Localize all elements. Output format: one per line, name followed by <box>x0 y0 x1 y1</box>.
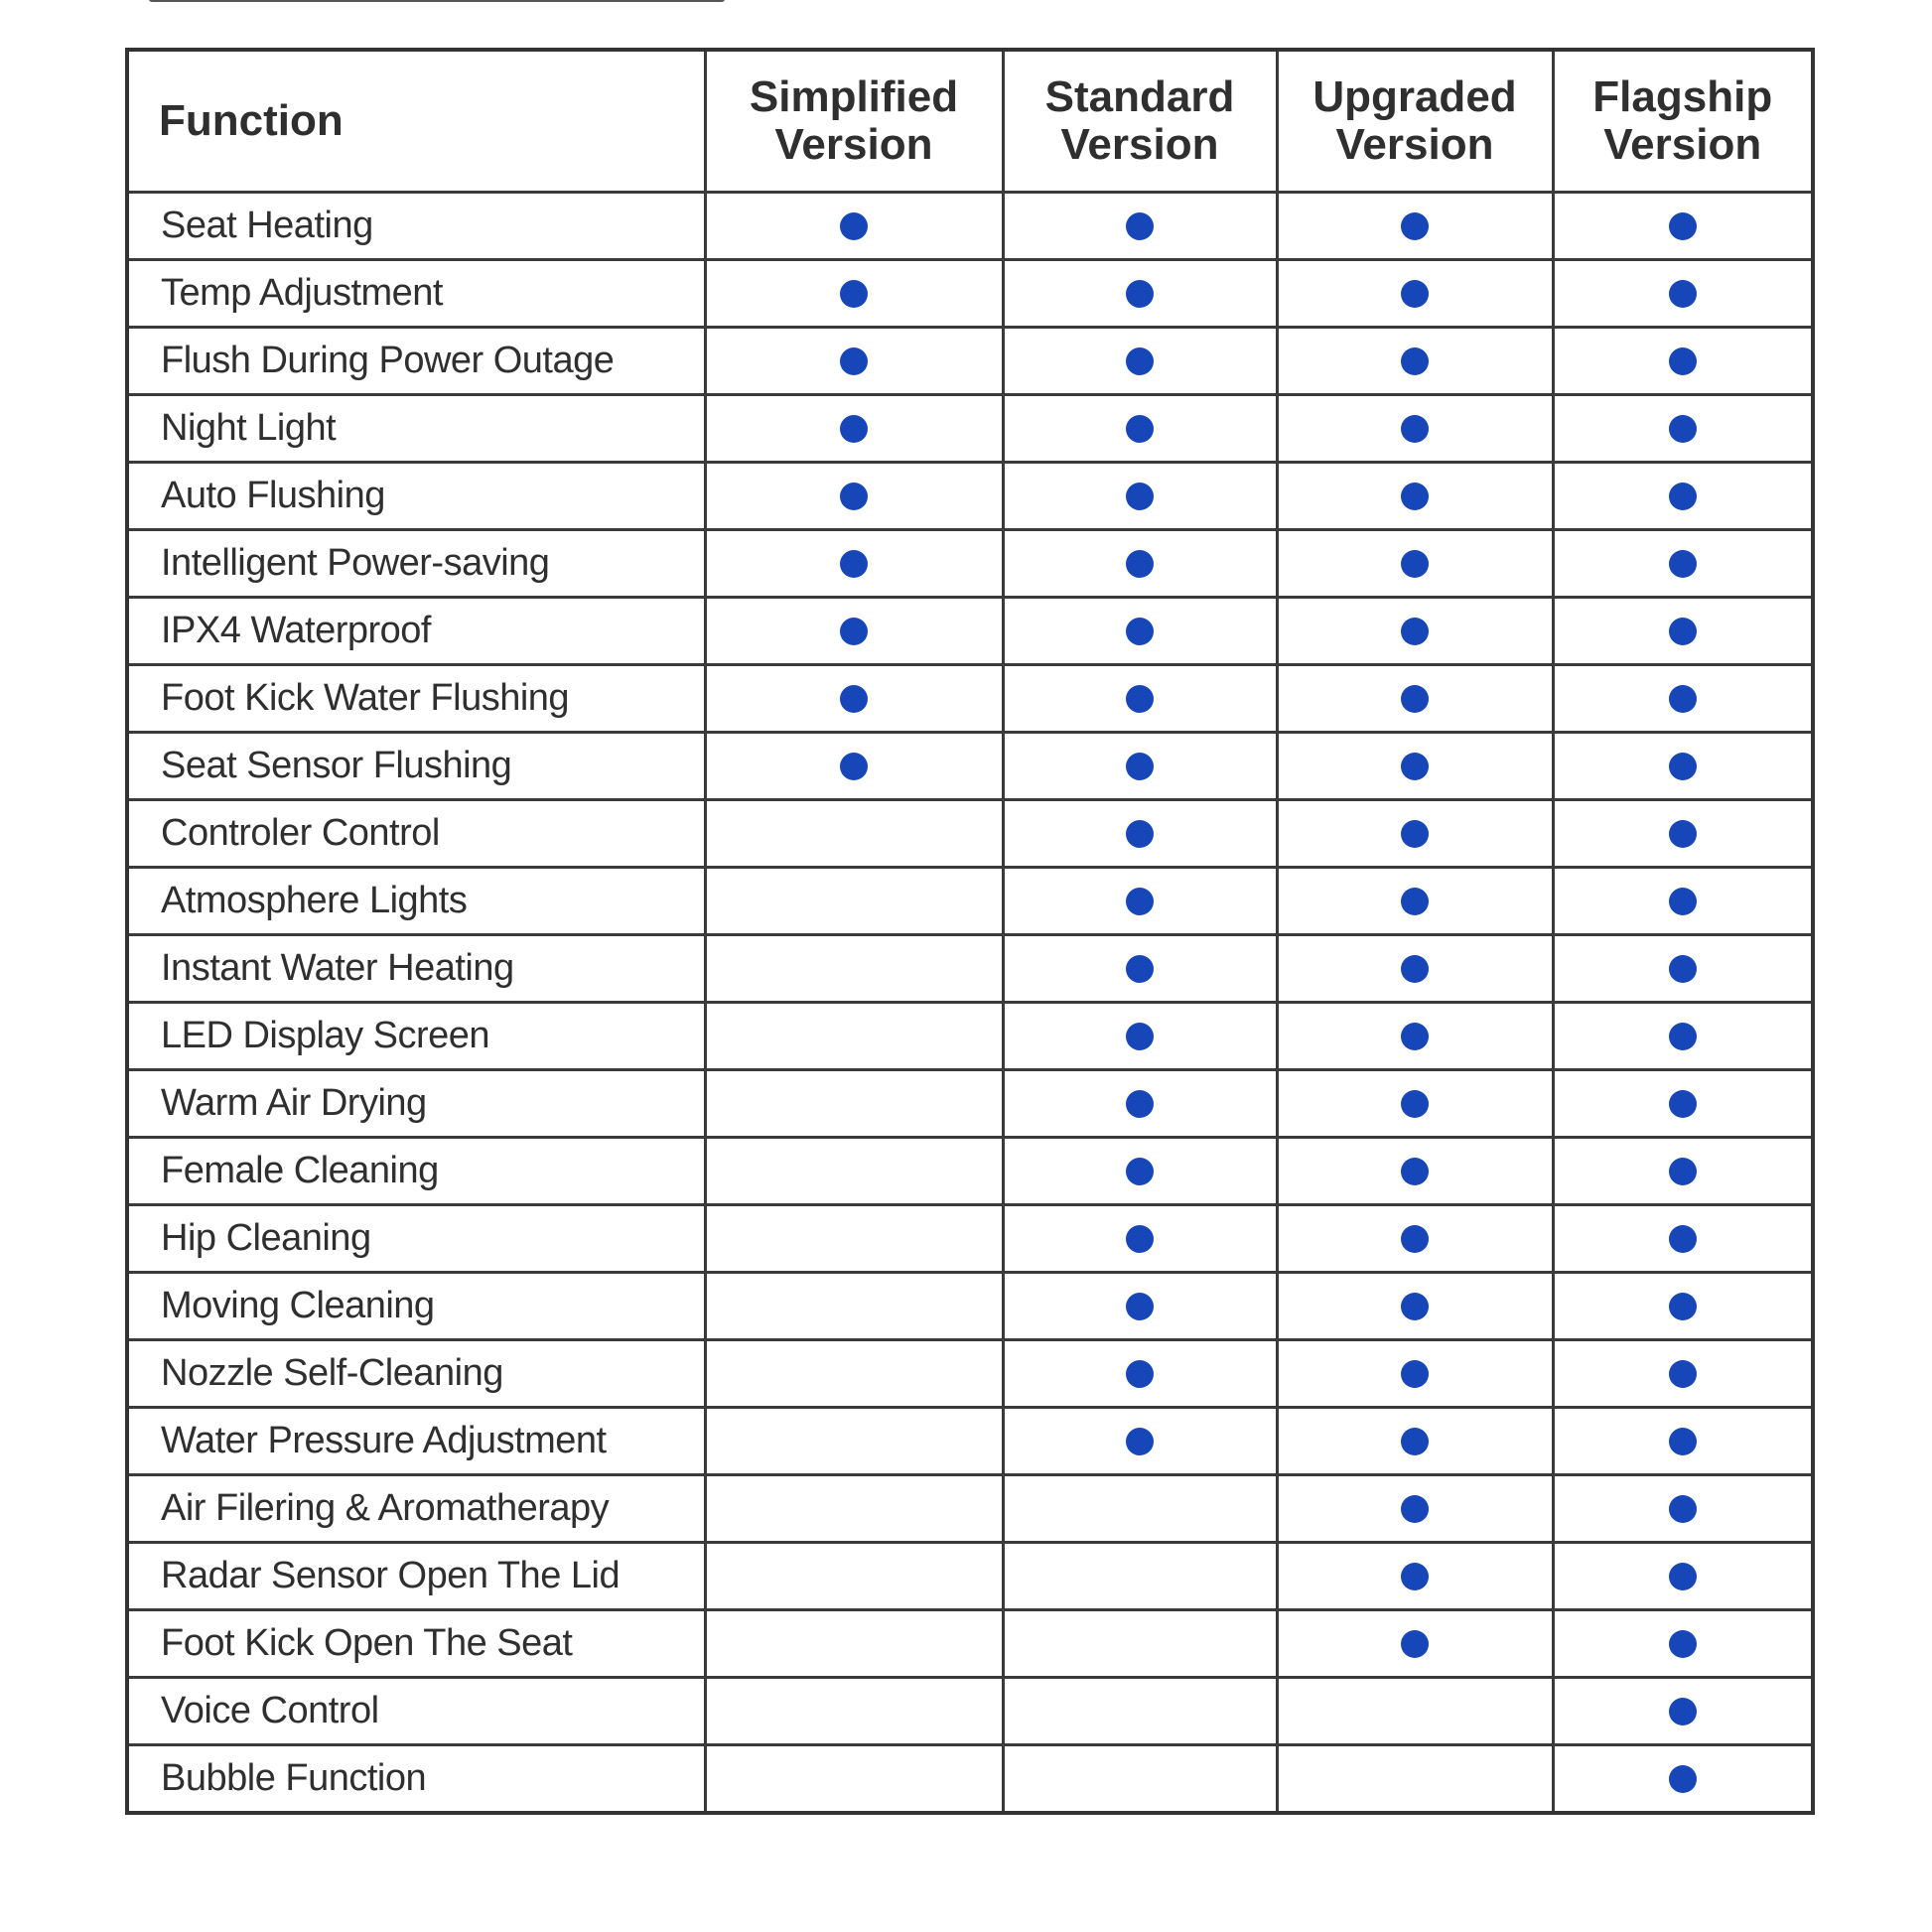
flagship-version-cell <box>1553 665 1813 733</box>
filled-circle-icon <box>1669 1158 1697 1185</box>
standard-version-cell <box>1003 1745 1277 1814</box>
upgraded-version-cell <box>1277 1475 1553 1543</box>
flagship-version-cell <box>1553 1543 1813 1610</box>
function-name-cell: Warm Air Drying <box>127 1070 705 1138</box>
standard-version-cell <box>1003 260 1277 328</box>
table-row <box>127 1273 1813 1340</box>
upgraded-version-cell <box>1277 1003 1553 1070</box>
filled-circle-icon <box>1401 1360 1429 1388</box>
flagship-version-cell <box>1553 1745 1813 1814</box>
filled-circle-icon <box>1669 753 1697 780</box>
filled-circle-icon <box>840 483 868 510</box>
table-row <box>127 1610 1813 1678</box>
flagship-version-cell <box>1553 1610 1813 1678</box>
table-row <box>127 935 1813 1003</box>
flagship-version-header-line1: Flagship <box>1592 72 1773 121</box>
filled-circle-icon <box>1669 685 1697 713</box>
upgraded-version-cell <box>1277 935 1553 1003</box>
function-name-cell: Water Pressure Adjustment <box>127 1408 705 1475</box>
simplified-version-cell <box>705 1205 1003 1273</box>
standard-version-cell <box>1003 733 1277 800</box>
simplified-version-cell <box>705 260 1003 328</box>
flagship-version-cell <box>1553 1003 1813 1070</box>
upgraded-version-cell <box>1277 1070 1553 1138</box>
filled-circle-icon <box>1669 1563 1697 1590</box>
filled-circle-icon <box>1126 280 1154 308</box>
upgraded-version-header-line1: Upgraded <box>1312 72 1517 121</box>
filled-circle-icon <box>1126 1428 1154 1455</box>
filled-circle-icon <box>1401 1293 1429 1320</box>
function-name-cell: Voice Control <box>127 1678 705 1745</box>
upgraded-version-header-line2: Version <box>1335 120 1494 169</box>
filled-circle-icon <box>1126 820 1154 848</box>
simplified-version-cell <box>705 1138 1003 1205</box>
filled-circle-icon <box>1126 888 1154 915</box>
flagship-version-cell <box>1553 598 1813 665</box>
function-name-cell: Radar Sensor Open The Lid <box>127 1543 705 1610</box>
table-row <box>127 530 1813 598</box>
function-name-cell: IPX4 Waterproof <box>127 598 705 665</box>
standard-version-header <box>1003 50 1277 193</box>
standard-version-cell <box>1003 935 1277 1003</box>
standard-version-cell <box>1003 1340 1277 1408</box>
upgraded-version-cell <box>1277 463 1553 530</box>
simplified-version-cell <box>705 665 1003 733</box>
flagship-version-cell <box>1553 800 1813 868</box>
standard-version-cell <box>1003 1475 1277 1543</box>
upgraded-version-cell <box>1277 733 1553 800</box>
function-comparison-table <box>125 48 1815 1815</box>
flagship-version-cell <box>1553 1273 1813 1340</box>
function-name-cell: Female Cleaning <box>127 1138 705 1205</box>
filled-circle-icon <box>1401 415 1429 443</box>
filled-circle-icon <box>1401 1158 1429 1185</box>
standard-version-cell <box>1003 1610 1277 1678</box>
simplified-version-cell <box>705 463 1003 530</box>
filled-circle-icon <box>1669 212 1697 240</box>
filled-circle-icon <box>1126 1158 1154 1185</box>
standard-version-cell <box>1003 395 1277 463</box>
flagship-version-cell <box>1553 328 1813 395</box>
filled-circle-icon <box>1669 347 1697 375</box>
filled-circle-icon <box>1669 1765 1697 1793</box>
table-row <box>127 1138 1813 1205</box>
function-name-cell: Temp Adjustment <box>127 260 705 328</box>
simplified-version-header-line1: Simplified <box>749 72 959 121</box>
simplified-version-cell <box>705 1340 1003 1408</box>
upgraded-version-cell <box>1277 1408 1553 1475</box>
filled-circle-icon <box>1126 955 1154 983</box>
table-row <box>127 1340 1813 1408</box>
table-row <box>127 1003 1813 1070</box>
upgraded-version-cell <box>1277 1745 1553 1814</box>
standard-version-cell <box>1003 193 1277 260</box>
simplified-version-header <box>705 50 1003 193</box>
table-row <box>127 328 1813 395</box>
simplified-version-cell <box>705 530 1003 598</box>
flagship-version-cell <box>1553 530 1813 598</box>
filled-circle-icon <box>840 212 868 240</box>
filled-circle-icon <box>1126 1293 1154 1320</box>
filled-circle-icon <box>1669 1428 1697 1455</box>
table-row <box>127 598 1813 665</box>
standard-version-cell <box>1003 800 1277 868</box>
upgraded-version-cell <box>1277 665 1553 733</box>
flagship-version-header <box>1553 50 1813 193</box>
filled-circle-icon <box>1401 888 1429 915</box>
standard-version-cell <box>1003 598 1277 665</box>
simplified-version-cell <box>705 1273 1003 1340</box>
filled-circle-icon <box>1401 1630 1429 1658</box>
filled-circle-icon <box>1669 280 1697 308</box>
filled-circle-icon <box>1669 1495 1697 1523</box>
function-name-cell: Flush During Power Outage <box>127 328 705 395</box>
upgraded-version-cell <box>1277 1273 1553 1340</box>
filled-circle-icon <box>840 415 868 443</box>
simplified-version-cell <box>705 1610 1003 1678</box>
standard-version-cell <box>1003 665 1277 733</box>
function-name-cell: Hip Cleaning <box>127 1205 705 1273</box>
filled-circle-icon <box>1669 1630 1697 1658</box>
simplified-version-cell <box>705 1475 1003 1543</box>
filled-circle-icon <box>1401 685 1429 713</box>
flagship-version-cell <box>1553 260 1813 328</box>
filled-circle-icon <box>1669 1023 1697 1050</box>
upgraded-version-cell <box>1277 1678 1553 1745</box>
standard-version-cell <box>1003 1543 1277 1610</box>
function-name-cell: Moving Cleaning <box>127 1273 705 1340</box>
function-name-cell: Controler Control <box>127 800 705 868</box>
simplified-version-cell <box>705 1745 1003 1814</box>
filled-circle-icon <box>1401 347 1429 375</box>
function-name-cell: Atmosphere Lights <box>127 868 705 935</box>
standard-version-header-line1: Standard <box>1044 72 1235 121</box>
standard-version-cell <box>1003 463 1277 530</box>
standard-version-cell <box>1003 530 1277 598</box>
flagship-version-cell <box>1553 395 1813 463</box>
filled-circle-icon <box>1669 1698 1697 1725</box>
filled-circle-icon <box>1126 347 1154 375</box>
upgraded-version-cell <box>1277 530 1553 598</box>
upgraded-version-cell <box>1277 260 1553 328</box>
flagship-version-cell <box>1553 1408 1813 1475</box>
filled-circle-icon <box>1669 1090 1697 1118</box>
upgraded-version-header <box>1277 50 1553 193</box>
filled-circle-icon <box>840 347 868 375</box>
function-name-cell: Seat Sensor Flushing <box>127 733 705 800</box>
simplified-version-cell <box>705 733 1003 800</box>
upgraded-version-cell <box>1277 1543 1553 1610</box>
flagship-version-cell <box>1553 1678 1813 1745</box>
filled-circle-icon <box>1401 820 1429 848</box>
header-row <box>127 50 1813 193</box>
upgraded-version-cell <box>1277 193 1553 260</box>
standard-version-cell <box>1003 1678 1277 1745</box>
flagship-version-header-line2: Version <box>1603 120 1762 169</box>
cropped-heading-fragment <box>149 0 725 2</box>
flagship-version-cell <box>1553 1138 1813 1205</box>
filled-circle-icon <box>1401 1563 1429 1590</box>
table-row <box>127 1475 1813 1543</box>
standard-version-cell <box>1003 328 1277 395</box>
filled-circle-icon <box>1401 753 1429 780</box>
filled-circle-icon <box>840 550 868 578</box>
standard-version-cell <box>1003 1003 1277 1070</box>
filled-circle-icon <box>1669 415 1697 443</box>
filled-circle-icon <box>1126 753 1154 780</box>
table-row <box>127 1543 1813 1610</box>
filled-circle-icon <box>1126 1090 1154 1118</box>
filled-circle-icon <box>1669 888 1697 915</box>
table-row <box>127 260 1813 328</box>
function-name-cell: Foot Kick Open The Seat <box>127 1610 705 1678</box>
table-row <box>127 1678 1813 1745</box>
table-row <box>127 1408 1813 1475</box>
filled-circle-icon <box>840 753 868 780</box>
upgraded-version-cell <box>1277 868 1553 935</box>
simplified-version-cell <box>705 328 1003 395</box>
filled-circle-icon <box>1401 550 1429 578</box>
function-name-cell: Intelligent Power-saving <box>127 530 705 598</box>
standard-version-cell <box>1003 1138 1277 1205</box>
filled-circle-icon <box>1126 618 1154 645</box>
filled-circle-icon <box>1669 483 1697 510</box>
function-name-cell: Instant Water Heating <box>127 935 705 1003</box>
flagship-version-cell <box>1553 1205 1813 1273</box>
filled-circle-icon <box>1401 1023 1429 1050</box>
function-name-cell: Night Light <box>127 395 705 463</box>
standard-version-cell <box>1003 1205 1277 1273</box>
filled-circle-icon <box>1401 618 1429 645</box>
simplified-version-cell <box>705 1678 1003 1745</box>
table-row <box>127 868 1813 935</box>
table-row <box>127 665 1813 733</box>
table-row <box>127 1205 1813 1273</box>
simplified-version-cell <box>705 935 1003 1003</box>
simplified-version-cell <box>705 193 1003 260</box>
upgraded-version-cell <box>1277 1138 1553 1205</box>
cropped-heading <box>149 0 745 6</box>
table-body <box>127 193 1813 1814</box>
function-name-cell: Auto Flushing <box>127 463 705 530</box>
simplified-version-cell <box>705 1070 1003 1138</box>
filled-circle-icon <box>1669 955 1697 983</box>
filled-circle-icon <box>840 280 868 308</box>
table-row <box>127 1070 1813 1138</box>
standard-version-cell <box>1003 868 1277 935</box>
standard-version-cell <box>1003 1070 1277 1138</box>
table-row <box>127 800 1813 868</box>
simplified-version-cell <box>705 395 1003 463</box>
filled-circle-icon <box>1401 1495 1429 1523</box>
function-column-header: Function <box>127 50 705 193</box>
flagship-version-cell <box>1553 1340 1813 1408</box>
filled-circle-icon <box>840 618 868 645</box>
filled-circle-icon <box>1126 685 1154 713</box>
standard-version-cell <box>1003 1273 1277 1340</box>
function-name-cell: Seat Heating <box>127 193 705 260</box>
filled-circle-icon <box>1126 550 1154 578</box>
function-name-cell: Nozzle Self-Cleaning <box>127 1340 705 1408</box>
simplified-version-header-line2: Version <box>774 120 933 169</box>
flagship-version-cell <box>1553 733 1813 800</box>
flagship-version-cell <box>1553 935 1813 1003</box>
simplified-version-cell <box>705 868 1003 935</box>
flagship-version-cell <box>1553 1070 1813 1138</box>
upgraded-version-cell <box>1277 1340 1553 1408</box>
filled-circle-icon <box>1669 1360 1697 1388</box>
flagship-version-cell <box>1553 1475 1813 1543</box>
function-name-cell: LED Display Screen <box>127 1003 705 1070</box>
filled-circle-icon <box>840 685 868 713</box>
flagship-version-cell <box>1553 463 1813 530</box>
function-name-cell: Bubble Function <box>127 1745 705 1814</box>
filled-circle-icon <box>1669 1293 1697 1320</box>
upgraded-version-cell <box>1277 1205 1553 1273</box>
function-name-cell: Foot Kick Water Flushing <box>127 665 705 733</box>
filled-circle-icon <box>1669 820 1697 848</box>
filled-circle-icon <box>1401 483 1429 510</box>
upgraded-version-cell <box>1277 800 1553 868</box>
simplified-version-cell <box>705 598 1003 665</box>
filled-circle-icon <box>1126 483 1154 510</box>
filled-circle-icon <box>1401 280 1429 308</box>
upgraded-version-cell <box>1277 1610 1553 1678</box>
filled-circle-icon <box>1401 212 1429 240</box>
filled-circle-icon <box>1126 1023 1154 1050</box>
table-row <box>127 395 1813 463</box>
table-row <box>127 733 1813 800</box>
filled-circle-icon <box>1401 955 1429 983</box>
filled-circle-icon <box>1126 1360 1154 1388</box>
filled-circle-icon <box>1126 415 1154 443</box>
function-name-cell: Air Filering & Aromatherapy <box>127 1475 705 1543</box>
table-row <box>127 1745 1813 1814</box>
standard-version-header-line2: Version <box>1060 120 1219 169</box>
filled-circle-icon <box>1126 212 1154 240</box>
simplified-version-cell <box>705 1003 1003 1070</box>
simplified-version-cell <box>705 1408 1003 1475</box>
upgraded-version-cell <box>1277 328 1553 395</box>
filled-circle-icon <box>1401 1428 1429 1455</box>
simplified-version-cell <box>705 800 1003 868</box>
table-row <box>127 463 1813 530</box>
standard-version-cell <box>1003 1408 1277 1475</box>
upgraded-version-cell <box>1277 395 1553 463</box>
filled-circle-icon <box>1669 618 1697 645</box>
filled-circle-icon <box>1401 1225 1429 1253</box>
flagship-version-cell <box>1553 868 1813 935</box>
filled-circle-icon <box>1401 1090 1429 1118</box>
simplified-version-cell <box>705 1543 1003 1610</box>
filled-circle-icon <box>1669 550 1697 578</box>
filled-circle-icon <box>1126 1225 1154 1253</box>
filled-circle-icon <box>1669 1225 1697 1253</box>
table-row <box>127 193 1813 260</box>
flagship-version-cell <box>1553 193 1813 260</box>
upgraded-version-cell <box>1277 598 1553 665</box>
